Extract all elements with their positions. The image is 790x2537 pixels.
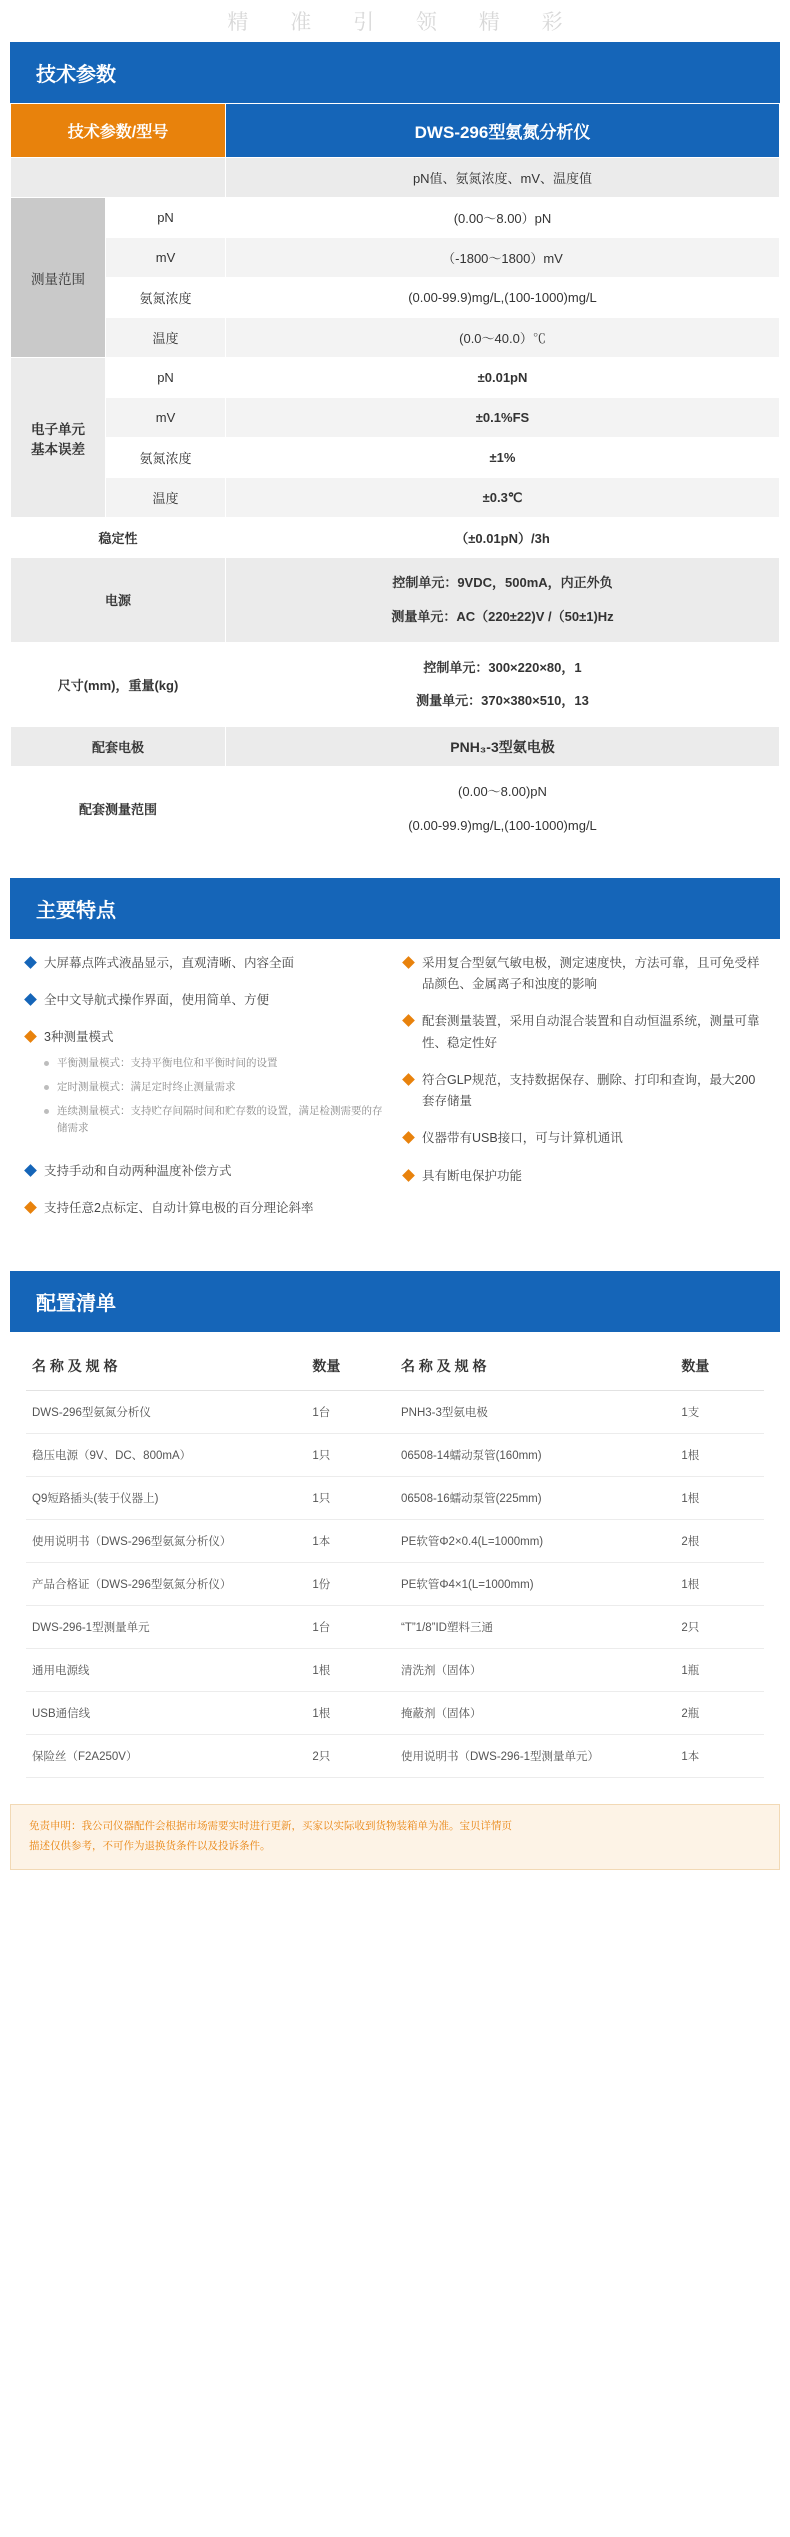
feature-text: 采用复合型氨气敏电极，测定速度快，方法可靠，且可免受样品颜色、金属离子和浊度的影响 <box>422 955 760 992</box>
top-banner: 精 准 引 领 精 彩 <box>227 11 581 34</box>
spec-group-label-range: 测量范围 <box>11 198 106 358</box>
features-column-left <box>26 953 386 1236</box>
config-cell-name: 保险丝（F2A250V） <box>26 1735 306 1778</box>
config-cell-name: 稳压电源（9V、DC、800mA） <box>26 1434 306 1477</box>
table-row <box>26 1434 764 1477</box>
config-cell-name: Q9短路插头(装于仪器上) <box>26 1477 306 1520</box>
spec-row-name: 配套电极 <box>11 727 226 767</box>
table-row <box>11 158 780 198</box>
feature-item <box>404 1070 764 1113</box>
measure-summary-blank <box>11 158 226 198</box>
table-row <box>11 104 780 158</box>
table-row <box>11 478 780 518</box>
spec-header-right: DWS-296型氨氮分析仪 <box>226 104 780 158</box>
table-row <box>26 1520 764 1563</box>
config-cell-qty: 1根 <box>675 1477 764 1520</box>
diamond-bullet-icon <box>402 1169 415 1182</box>
dot-bullet-icon <box>44 1061 49 1066</box>
config-cell-qty: 1本 <box>675 1735 764 1778</box>
config-cell-qty: 1本 <box>306 1520 395 1563</box>
config-cell-name: 掩蔽剂（固体） <box>395 1692 675 1735</box>
config-cell-qty: 1只 <box>306 1477 395 1520</box>
config-table-wrapper <box>0 1332 790 1778</box>
feature-item <box>26 1198 386 1219</box>
feature-sub-text: 定时测量模式：满足定时终止测量需求 <box>57 1080 236 1093</box>
feature-text: 具有断电保护功能 <box>422 1168 523 1183</box>
config-cell-name: DWS-296-1型测量单元 <box>26 1606 306 1649</box>
feature-item <box>404 1128 764 1149</box>
config-cell-name: PE软管Φ2×0.4(L=1000mm) <box>395 1520 675 1563</box>
feature-text: 全中文导航式操作界面，使用简单、方便 <box>44 993 270 1008</box>
spec-row-value <box>226 642 780 727</box>
spec-row-name: mV <box>106 398 226 438</box>
table-row <box>26 1391 764 1434</box>
section-header-spec: 技术参数 <box>10 42 780 103</box>
table-row <box>11 198 780 238</box>
table-row <box>11 438 780 478</box>
config-cell-name: 通用电源线 <box>26 1649 306 1692</box>
spec-group-label-error <box>11 358 106 518</box>
disclaimer-box <box>10 1804 780 1870</box>
config-cell-qty: 2只 <box>306 1735 395 1778</box>
feature-text: 支持手动和自动两种温度补偿方式 <box>44 1163 232 1178</box>
feature-item <box>26 953 386 974</box>
config-cell-qty: 2瓶 <box>675 1692 764 1735</box>
feature-text: 仪器带有USB接口，可与计算机通讯 <box>422 1131 623 1146</box>
spec-header-left: 技术参数/型号 <box>11 104 226 158</box>
table-row <box>11 278 780 318</box>
section-header-config: 配置清单 <box>10 1271 780 1332</box>
table-row <box>11 238 780 278</box>
config-col-qty-1: 数量 <box>306 1342 395 1391</box>
config-col-qty-2: 数量 <box>675 1342 764 1391</box>
spec-row-name: 配套测量范围 <box>11 767 226 852</box>
diamond-bullet-icon <box>402 1073 415 1086</box>
diamond-bullet-icon <box>24 1201 37 1214</box>
feature-sub-list <box>44 1055 386 1138</box>
diamond-bullet-icon <box>24 1030 37 1043</box>
feature-text: 3种测量模式 <box>44 1030 114 1045</box>
config-cell-name: 清洗剂（固体） <box>395 1649 675 1692</box>
config-cell-qty: 1份 <box>306 1563 395 1606</box>
features-column-right <box>404 953 764 1236</box>
spec-row-name: 稳定性 <box>11 518 226 558</box>
table-row <box>26 1606 764 1649</box>
table-row <box>11 398 780 438</box>
diamond-bullet-icon <box>402 956 415 969</box>
table-row <box>11 558 780 643</box>
table-row <box>11 518 780 558</box>
config-cell-name: USB通信线 <box>26 1692 306 1735</box>
diamond-bullet-icon <box>402 1131 415 1144</box>
spec-row-value: （-1800～1800）mV <box>226 238 780 278</box>
spec-group-label-error-line1: 电子单元 <box>31 421 85 437</box>
feature-item <box>404 1166 764 1187</box>
spec-row-value: （±0.01pN）/3h <box>226 518 780 558</box>
config-cell-name: 06508-16蠕动泵管(225mm) <box>395 1477 675 1520</box>
config-cell-qty: 1台 <box>306 1606 395 1649</box>
feature-item <box>26 1027 386 1145</box>
table-row <box>11 642 780 727</box>
config-cell-qty: 2只 <box>675 1606 764 1649</box>
table-row <box>26 1735 764 1778</box>
measure-summary-value: pN值、氨氮浓度、mV、温度值 <box>226 158 780 198</box>
config-cell-name: “T”1/8”ID塑料三通 <box>395 1606 675 1649</box>
feature-sub-text: 连续测量模式：支持贮存间隔时间和贮存数的设置，满足检测需要的存储需求 <box>57 1105 383 1135</box>
table-row <box>11 358 780 398</box>
config-cell-name: 使用说明书（DWS-296-1型测量单元） <box>395 1735 675 1778</box>
list-item <box>44 1103 386 1138</box>
spec-row-value: (0.0～40.0）℃ <box>226 318 780 358</box>
feature-text: 符合GLP规范，支持数据保存、删除、打印和查询，最大200套存储量 <box>422 1072 756 1109</box>
config-cell-name: DWS-296型氨氮分析仪 <box>26 1391 306 1434</box>
list-item <box>44 1055 386 1072</box>
table-row <box>26 1692 764 1735</box>
config-cell-qty: 1根 <box>306 1649 395 1692</box>
spec-row-name: 尺寸(mm)，重量(kg) <box>11 642 226 727</box>
disclaimer-line-1: 免责申明：我公司仪器配件会根据市场需要实时进行更新，买家以实际收到货物装箱单为准。宝贝详情页 <box>29 1820 512 1833</box>
spec-table <box>10 103 780 852</box>
dot-bullet-icon <box>44 1085 49 1090</box>
spec-row-value: ±1% <box>226 438 780 478</box>
feature-group <box>44 1027 386 1145</box>
spec-row-value: (0.00-99.9)mg/L,(100-1000)mg/L <box>226 278 780 318</box>
spec-row-value: ±0.01pN <box>226 358 780 398</box>
diamond-bullet-icon <box>24 1164 37 1177</box>
table-row <box>26 1649 764 1692</box>
config-cell-name: 产品合格证（DWS-296型氨氮分析仪） <box>26 1563 306 1606</box>
spec-row-name: pN <box>106 358 226 398</box>
disclaimer-line-2: 描述仅供参考，不可作为退换货条件以及投诉条件。 <box>29 1840 271 1853</box>
feature-item <box>404 953 764 996</box>
spec-row-value-line2: 测量单元：AC（220±22)V /（50±1)Hz <box>391 608 614 624</box>
config-cell-name: PE软管Φ4×1(L=1000mm) <box>395 1563 675 1606</box>
config-cell-qty: 1支 <box>675 1391 764 1434</box>
spec-row-value-line2: 测量单元：370×380×510，13 <box>416 693 589 709</box>
list-item <box>44 1079 386 1096</box>
diamond-bullet-icon <box>24 956 37 969</box>
spec-row-value-line1: 控制单元：300×220×80，1 <box>423 659 582 675</box>
spec-row-value: PNH₃-3型氨电极 <box>226 727 780 767</box>
section-header-features: 主要特点 <box>10 878 780 939</box>
spec-row-name: 温度 <box>106 318 226 358</box>
diamond-bullet-icon <box>24 993 37 1006</box>
spec-row-name: 氨氮浓度 <box>106 278 226 318</box>
config-cell-qty: 1只 <box>306 1434 395 1477</box>
spec-row-name: mV <box>106 238 226 278</box>
config-cell-name: 使用说明书（DWS-296型氨氮分析仪） <box>26 1520 306 1563</box>
config-cell-qty: 1根 <box>675 1563 764 1606</box>
spec-row-value <box>226 558 780 643</box>
spec-row-value-line2: (0.00-99.9)mg/L,(100-1000)mg/L <box>408 817 597 833</box>
spec-row-value: ±0.1%FS <box>226 398 780 438</box>
feature-item <box>26 1161 386 1182</box>
spec-row-value: ±0.3℃ <box>226 478 780 518</box>
spec-group-label-error-line2: 基本误差 <box>31 441 85 457</box>
feature-text: 大屏幕点阵式液晶显示，直观清晰、内容全面 <box>44 955 295 970</box>
spec-row-name: 电源 <box>11 558 226 643</box>
config-col-name-2: 名 称 及 规 格 <box>395 1342 675 1391</box>
table-row <box>11 767 780 852</box>
table-header-row <box>26 1342 764 1391</box>
config-cell-qty: 1根 <box>306 1692 395 1735</box>
config-cell-name: PNH3-3型氨电极 <box>395 1391 675 1434</box>
config-col-name-1: 名 称 及 规 格 <box>26 1342 306 1391</box>
spec-row-value-line1: (0.00～8.00)pN <box>458 784 547 800</box>
config-cell-qty: 1台 <box>306 1391 395 1434</box>
config-table <box>26 1342 764 1778</box>
spec-row-value: (0.00～8.00）pN <box>226 198 780 238</box>
spec-row-value <box>226 767 780 852</box>
spec-row-name: pN <box>106 198 226 238</box>
spec-row-value-line1: 控制单元：9VDC，500mA，内正外负 <box>392 575 613 590</box>
table-row <box>11 727 780 767</box>
spec-row-name: 温度 <box>106 478 226 518</box>
spec-table-wrapper <box>0 103 790 852</box>
feature-sub-text: 平衡测量模式：支持平衡电位和平衡时间的设置 <box>57 1056 278 1069</box>
table-row <box>11 318 780 358</box>
config-cell-qty: 1瓶 <box>675 1649 764 1692</box>
feature-item <box>26 990 386 1011</box>
table-row <box>26 1563 764 1606</box>
table-row <box>26 1477 764 1520</box>
config-cell-qty: 2根 <box>675 1520 764 1563</box>
diamond-bullet-icon <box>402 1014 415 1027</box>
features-container <box>0 939 790 1246</box>
config-cell-qty: 1根 <box>675 1434 764 1477</box>
spec-row-name: 氨氮浓度 <box>106 438 226 478</box>
feature-item <box>404 1011 764 1054</box>
feature-text: 支持任意2点标定、自动计算电极的百分理论斜率 <box>44 1201 314 1216</box>
feature-text: 配套测量装置，采用自动混合装置和自动恒温系统，测量可靠性、稳定性好 <box>422 1014 760 1050</box>
config-cell-name: 06508-14蠕动泵管(160mm) <box>395 1434 675 1477</box>
dot-bullet-icon <box>44 1109 49 1114</box>
